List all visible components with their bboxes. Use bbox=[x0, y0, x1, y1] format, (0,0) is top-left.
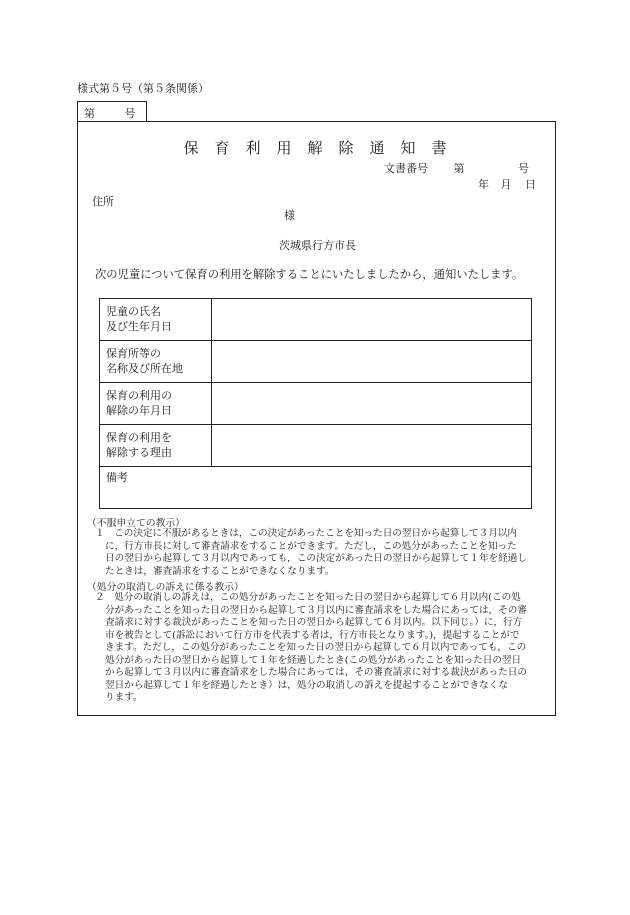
row-label-facility bbox=[100, 341, 212, 383]
form-label: 様式第５号（第５条関係） bbox=[77, 82, 209, 95]
notice2-line: から起算して３月以内に審査請求をした場合にあっては，その審査請求に対する裁決があった日の bbox=[105, 667, 527, 678]
label-line: 解除する理由 bbox=[106, 446, 172, 459]
label-line: 保育の利用の bbox=[106, 389, 172, 402]
date-month: 月 bbox=[500, 178, 512, 191]
notice2-line: ります。 bbox=[105, 692, 143, 703]
remarks-label: 備考 bbox=[106, 471, 128, 484]
notice2-body bbox=[95, 592, 527, 705]
label-line: 児童の氏名 bbox=[106, 305, 161, 318]
doc-number-dai: 第 bbox=[453, 162, 465, 175]
notice2-line: ２ 処分の取消しの訴えは，この処分があったことを知った日の翌日から起算して６月以内(この処 bbox=[95, 592, 521, 603]
doc-number-label: 文書番号 bbox=[384, 162, 428, 175]
number-box-go: 号 bbox=[124, 107, 136, 120]
number-box-dai: 第 bbox=[84, 107, 95, 120]
notice2-line: 処分があった日の翌日から起算して１年を経過したとき(この処分があったことを知った日の翌日 bbox=[105, 654, 522, 666]
address-label: 住所 bbox=[92, 195, 114, 208]
notice2-line: 分があったことを知った日の翌日から起算して３月以内に審査請求をした場合にあっては，その審 bbox=[105, 604, 527, 616]
notice2-line: 査請求に対する裁決があったことを知った日の翌日から起算して６月以内。以下同じ。）に，行方 bbox=[105, 617, 523, 628]
row-label-cancel-date bbox=[100, 383, 212, 425]
row-value-reason[interactable] bbox=[212, 425, 532, 467]
row-value-facility[interactable] bbox=[212, 341, 532, 383]
row-value-cancel-date[interactable] bbox=[212, 383, 532, 425]
issue-date bbox=[478, 176, 536, 192]
table-row bbox=[100, 341, 532, 383]
honorific: 様 bbox=[284, 209, 295, 222]
date-year: 年 bbox=[478, 178, 489, 191]
doc-number-go: 号 bbox=[518, 162, 529, 175]
row-value-child[interactable] bbox=[212, 299, 532, 341]
label-line: 解除の年月日 bbox=[106, 404, 172, 417]
notice2-line: きます。ただし，この処分があったことを知った日の翌日から起算して６月以内であっても，この bbox=[105, 642, 527, 653]
table-row bbox=[100, 383, 532, 425]
remarks-cell[interactable] bbox=[100, 467, 532, 509]
page-title: 保育利用解除通知書 bbox=[183, 139, 463, 157]
notice1-line: １ この決定に不服があるときは，この決定があったことを知った日の翌日から起算して３月以内 bbox=[95, 528, 518, 539]
notice1-body bbox=[95, 528, 527, 578]
row-label-reason bbox=[100, 425, 212, 467]
row-label-child bbox=[100, 299, 212, 341]
label-line: 及び生年月日 bbox=[106, 320, 172, 333]
notice1-line: に，行方市長に対して審査請求をすることができます。ただし，この処分があったことを知った bbox=[105, 540, 517, 552]
date-day: 日 bbox=[525, 178, 536, 191]
table-row bbox=[100, 299, 532, 341]
intro-text: 次の児童について保育の利用を解除することにいたしましたから，通知いたします。 bbox=[95, 268, 524, 281]
notice2-line: 市を被告として(訴訟において行方市を代表する者は，行方市長となります。)，提起することがで bbox=[105, 629, 520, 641]
issuer: 茨城県行方市長 bbox=[279, 239, 356, 252]
label-line: 保育所等の bbox=[106, 347, 161, 360]
notice1-heading: （不服申立ての教示） bbox=[87, 518, 185, 529]
document-number bbox=[384, 160, 529, 176]
notice2-heading: （処分の取消しの訴えに係る教示） bbox=[87, 582, 244, 593]
info-table bbox=[99, 298, 532, 509]
label-line: 名称及び所在地 bbox=[106, 362, 183, 375]
notice1-line: たときは，審査請求をすることができなくなります。 bbox=[105, 565, 335, 577]
number-box bbox=[77, 101, 147, 121]
notice2-line: 翌日から起算して１年を経過したとき）は，処分の取消しの訴えを提起することができなくな bbox=[105, 679, 508, 691]
label-line: 保育の利用を bbox=[106, 431, 172, 444]
notice1-line: 日の翌日から起算して３月以内であっても，この決定があった日の翌日から起算して１年を経過し bbox=[105, 553, 527, 564]
table-row bbox=[100, 425, 532, 467]
table-row bbox=[100, 467, 532, 509]
